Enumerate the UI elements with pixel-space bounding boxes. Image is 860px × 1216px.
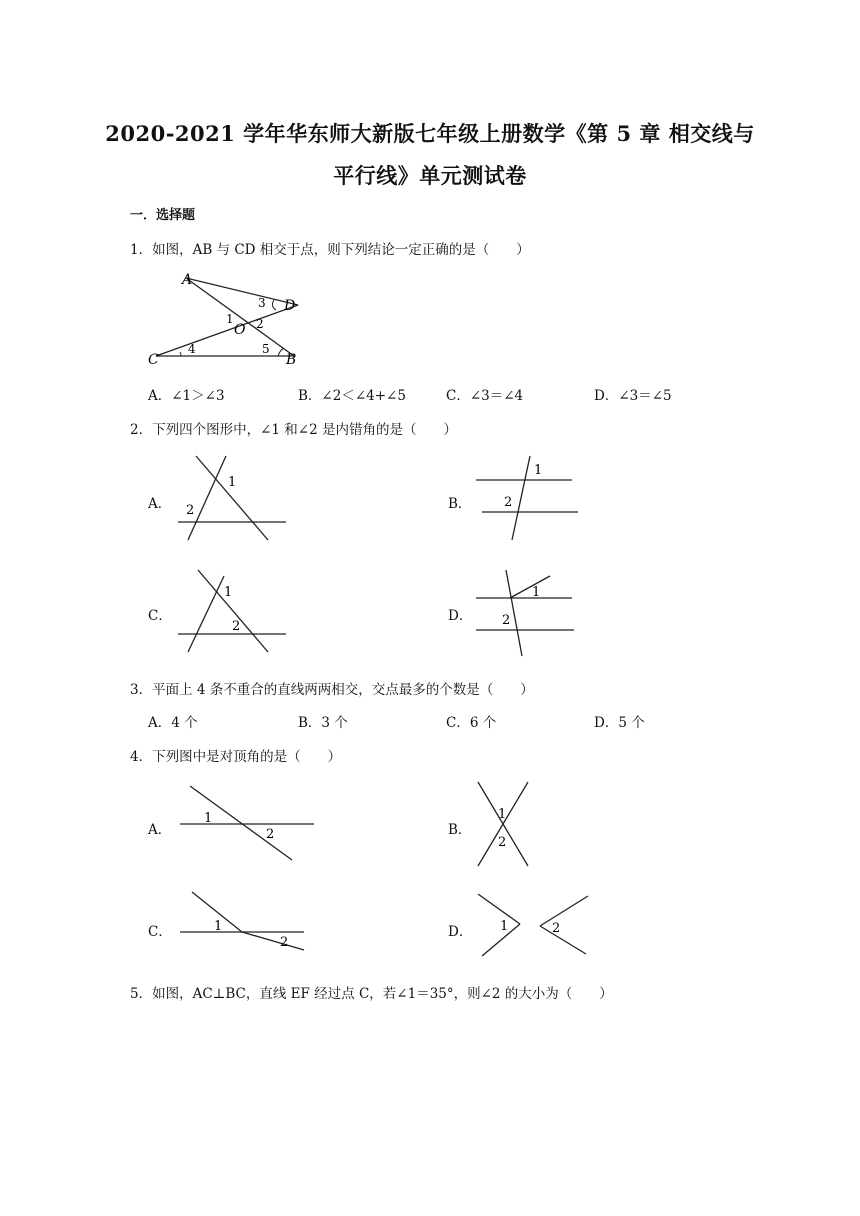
q4-option-c-letter: C． <box>148 924 172 940</box>
q4d-angle-1: 1 <box>500 919 509 934</box>
q4d-angle-2: 2 <box>552 921 561 936</box>
question-2-text: 2．下列四个图形中，∠1 和∠2 是内错角的是（ ） <box>130 422 457 438</box>
q3-option-a: A．4 个 <box>148 715 198 731</box>
q2a-angle-2: 2 <box>186 503 195 518</box>
q1-label-A: A <box>182 272 193 288</box>
question-3-text: 3．平面上 4 条不重合的直线两两相交，交点最多的个数是（ ） <box>130 682 534 698</box>
q1-angle-4: 4 <box>188 342 196 356</box>
q4-figure-d <box>474 890 594 962</box>
q1-angle-5: 5 <box>262 342 270 356</box>
q1-option-b: B．∠2＜∠4+∠5 <box>298 388 406 404</box>
q2-figure-d <box>474 566 584 660</box>
q1-label-B: B <box>286 352 297 368</box>
question-5-text: 5．如图，AC⊥BC，直线 EF 经过点 C，若∠1＝35°，则∠2 的大小为（ ） <box>130 986 613 1002</box>
q2d-angle-2: 2 <box>502 613 511 628</box>
q3-option-c: C．6 个 <box>446 715 497 731</box>
q4-option-b-letter: B． <box>448 822 472 838</box>
question-4-text: 4．下列图中是对顶角的是（ ） <box>130 749 342 765</box>
q3-option-d: D．5 个 <box>594 715 645 731</box>
q2-figure-c <box>176 568 288 654</box>
q4-figure-b <box>474 778 534 870</box>
page-title-line2: 平行线》单元测试卷 <box>333 163 527 188</box>
q2-option-b-letter: B． <box>448 496 472 512</box>
q4-option-a-letter: A． <box>148 822 172 838</box>
q2c-angle-2: 2 <box>232 619 241 634</box>
q4b-angle-1: 1 <box>498 807 507 822</box>
q2-option-a-letter: A． <box>148 496 172 512</box>
q2b-angle-2: 2 <box>504 495 513 510</box>
q4a-angle-1: 1 <box>204 811 213 826</box>
q1-label-O: O <box>234 322 246 338</box>
q1-option-d: D．∠3＝∠5 <box>594 388 672 404</box>
q1-label-C: C <box>148 352 159 368</box>
q1-option-a: A．∠1＞∠3 <box>148 388 225 404</box>
q1-angle-2: 2 <box>256 317 264 331</box>
q1-option-c: C．∠3＝∠4 <box>446 388 524 404</box>
q2d-angle-1: 1 <box>532 585 541 600</box>
q2a-angle-1: 1 <box>228 475 237 490</box>
q2-option-c-letter: C． <box>148 608 172 624</box>
page-title-line1: 2020-2021 学年华东师大新版七年级上册数学《第 5 章 相交线与 <box>105 121 755 146</box>
q4-option-d-letter: D． <box>448 924 473 940</box>
q1-angle-1: 1 <box>226 312 234 326</box>
q4c-angle-1: 1 <box>214 919 223 934</box>
question-1-text: 1．如图，AB 与 CD 相交于点，则下列结论一定正确的是（ ） <box>130 242 530 258</box>
q2-figure-a <box>176 454 288 544</box>
q4c-angle-2: 2 <box>280 935 289 950</box>
q4-figure-c <box>176 888 308 954</box>
q4b-angle-2: 2 <box>498 835 507 850</box>
q2-figure-b <box>474 454 584 544</box>
q1-label-D: D <box>284 298 296 314</box>
q2c-angle-1: 1 <box>224 585 233 600</box>
q3-option-b: B．3 个 <box>298 715 348 731</box>
q4a-angle-2: 2 <box>266 827 275 842</box>
section-heading: 一．选择题 <box>130 208 196 223</box>
q2b-angle-1: 1 <box>534 463 543 478</box>
q2-option-d-letter: D． <box>448 608 473 624</box>
q1-angle-3: 3 <box>258 296 266 310</box>
q1-figure <box>146 268 306 368</box>
q4-figure-a <box>176 782 316 864</box>
